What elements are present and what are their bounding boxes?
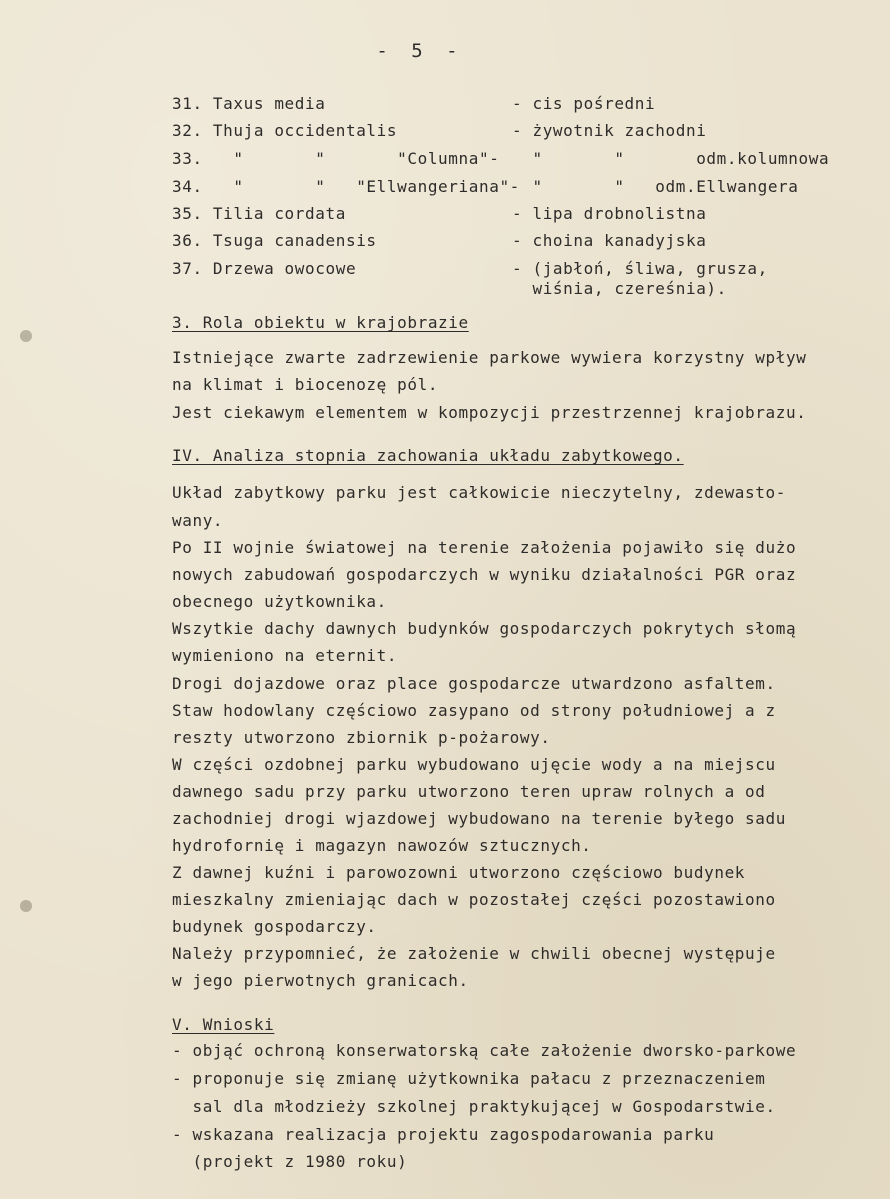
section-heading: V. Wnioski <box>172 1015 275 1034</box>
paragraph-line: mieszkalny zmieniając dach w pozostałej części pozostawiono <box>172 890 776 909</box>
paragraph-line: Istniejące zwarte zadrzewienie parkowe wywiera korzystny wpływ <box>172 348 807 367</box>
paragraph-line: Należy przypomnieć, że założenie w chwili obecnej występuje <box>172 944 776 963</box>
species-right: " " odm.kolumnowa <box>512 149 830 168</box>
species-left: 35. Tilia cordata <box>172 204 346 223</box>
conclusion-line: - objąć ochroną konserwatorską całe założenie dworsko-parkowe <box>172 1041 797 1060</box>
species-left: 37. Drzewa owocowe <box>172 259 357 278</box>
species-left: 34. " " "Ellwangeriana"- <box>172 177 520 196</box>
paragraph-line: W części ozdobnej parku wybudowano ujęcie wody a na miejscu <box>172 755 776 774</box>
punch-hole <box>20 330 32 342</box>
species-left: 33. " " "Columna"- <box>172 149 500 168</box>
conclusion-line: - proponuje się zmianę użytkownika pałacu z przeznaczeniem <box>172 1069 766 1088</box>
section-heading: IV. Analiza stopnia zachowania układu zabytkowego. <box>172 446 684 465</box>
species-right: " " odm.Ellwangera <box>512 177 799 196</box>
paragraph-line: hydrofornię i magazyn nawozów sztucznych. <box>172 836 592 855</box>
section-heading: 3. Rola obiektu w krajobrazie <box>172 313 469 332</box>
paragraph-line: nowych zabudowań gospodarczych w wyniku działalności PGR oraz <box>172 565 797 584</box>
paragraph-line: budynek gospodarczy. <box>172 917 377 936</box>
paragraph-line: obecnego użytkownika. <box>172 592 387 611</box>
species-right: - lipa drobnolistna <box>512 204 707 223</box>
species-left: 31. Taxus media <box>172 94 326 113</box>
species-left: 36. Tsuga canadensis <box>172 231 377 250</box>
paragraph-line: w jego pierwotnych granicach. <box>172 971 469 990</box>
species-right: - żywotnik zachodni <box>512 121 707 140</box>
page-number: - 5 - <box>376 40 464 62</box>
species-right: wiśnia, czereśnia). <box>512 279 727 298</box>
paragraph-line: Wszytkie dachy dawnych budynków gospodarczych pokrytych słomą <box>172 619 797 638</box>
paragraph-line: Jest ciekawym elementem w kompozycji przestrzennej krajobrazu. <box>172 403 807 422</box>
species-right: - (jabłoń, śliwa, grusza, <box>512 259 768 278</box>
species-right: - cis pośredni <box>512 94 656 113</box>
species-right: - choina kanadyjska <box>512 231 707 250</box>
paragraph-line: dawnego sadu przy parku utworzono teren upraw rolnych a od <box>172 782 766 801</box>
paragraph-line: wymieniono na eternit. <box>172 646 398 665</box>
paragraph-line: na klimat i biocenozę pól. <box>172 375 439 394</box>
conclusion-line: (projekt z 1980 roku) <box>172 1152 408 1171</box>
paragraph-line: Po II wojnie światowej na terenie założenia pojawiło się dużo <box>172 538 797 557</box>
conclusion-line: sal dla młodzieży szkolnej praktykującej w Gospodarstwie. <box>172 1097 776 1116</box>
paragraph-line: reszty utworzono zbiornik p-pożarowy. <box>172 728 551 747</box>
paragraph-line: Z dawnej kuźni i parowozowni utworzono częściowo budynek <box>172 863 746 882</box>
paragraph-line: Drogi dojazdowe oraz place gospodarcze utwardzono asfaltem. <box>172 674 776 693</box>
punch-hole <box>20 900 32 912</box>
paragraph-line: Układ zabytkowy parku jest całkowicie nieczytelny, zdewasto- <box>172 483 786 502</box>
paragraph-line: wany. <box>172 511 224 530</box>
conclusion-line: - wskazana realizacja projektu zagospodarowania parku <box>172 1125 715 1144</box>
paragraph-line: Staw hodowlany częściowo zasypano od strony południowej a z <box>172 701 776 720</box>
paragraph-line: zachodniej drogi wjazdowej wybudowano na terenie byłego sadu <box>172 809 786 828</box>
species-left: 32. Thuja occidentalis <box>172 121 398 140</box>
